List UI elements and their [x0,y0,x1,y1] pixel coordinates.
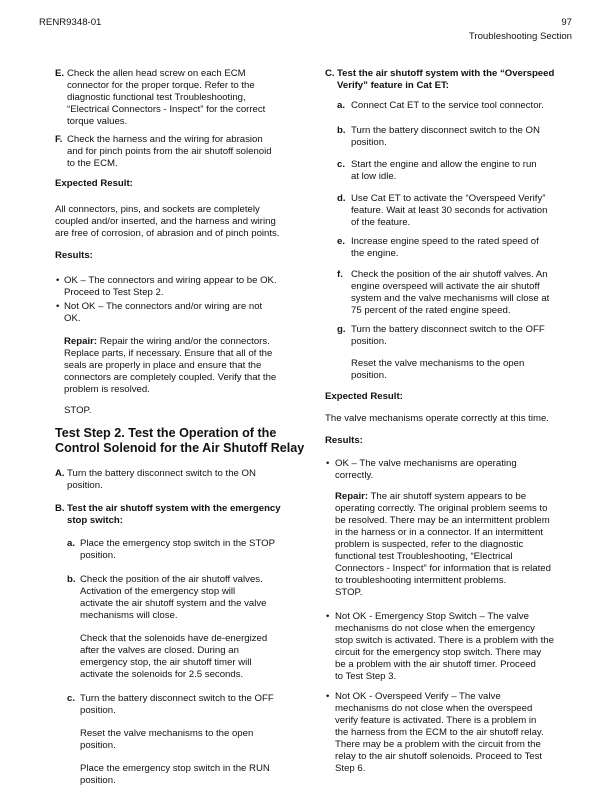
bullet-icon: • [56,301,60,312]
step-label-f: F. [55,134,63,145]
result-not-ok: Not OK – The connectors and/or wiring are not OK. [64,301,263,324]
c-substep-f-text: Check the position of the air shutoff valves. An engine overspeed will activate the air shutoff system and the valve mechanisms will close at 75 percent of the rated engine speed. [351,269,550,316]
bullet-icon: • [326,458,330,469]
test-step-heading: Test Step 2. Test the Operation of the Control Solenoid for the Air Shutoff Relay [55,426,305,455]
c-substep-a-text: Connect Cat ET to the service tool connector. [351,100,544,111]
stop-text: STOP. [64,405,92,416]
c-substep-label-f: f. [337,269,343,280]
substep-c-note-run: Place the emergency stop switch in the RUN position. [80,763,270,786]
repair-text: Repair the wiring and/or the connectors. Replace parts, if necessary. Ensure that all of the seals are properly in place and ensure that the connectors are completely coupled. Verify that the problem is resolved. [64,336,277,395]
document-id: RENR9348-01 [39,17,102,28]
stop-text: STOP. [335,587,363,598]
c-substep-label-e: e. [337,236,346,247]
step-e-text: Check the allen head screw on each ECM connector for the proper torque. Refer to the diagnostic functional test Troubleshooting, “Electrical Connectors - Inspect” for the correct torque values. [67,68,266,127]
c-substep-e-text: Increase engine speed to the rated speed of the engine. [351,236,539,259]
c-substep-d-text: Use Cat ET to activate the “Overspeed Verify” feature. Wait at least 30 seconds for activation of the feature. [351,193,548,228]
expected-result-text: The valve mechanisms operate correctly at this time. [325,413,549,424]
repair-paragraph [335,491,551,587]
substep-a-text: Place the emergency stop switch in the STOP position. [80,538,275,561]
substep-b-note: Check that the solenoids have de-energized after the valves are closed. During an emergency stop, the air shutoff timer will activate the solenoids for 2.5 seconds. [80,633,268,680]
step-c-text: Test the air shutoff system with the “Overspeed Verify” feature in Cat ET: [337,68,555,91]
repair-label: Repair: [64,336,98,347]
result-ok: OK – The connectors and wiring appear to be OK. Proceed to Test Step 2. [64,275,277,298]
c-substep-g-text: Turn the battery disconnect switch to the OFF position. [351,324,545,347]
step-a-text: Turn the battery disconnect switch to the ON position. [67,468,256,491]
c-substep-label-a: a. [337,100,346,111]
substep-c-note-reset: Reset the valve mechanisms to the open position. [80,728,254,751]
substep-label-c: c. [67,693,76,704]
bullet-icon: • [326,611,330,622]
page-number: 97 [561,17,572,28]
repair-paragraph [64,336,276,396]
repair-text: The air shutoff system appears to be operating correctly. The original problem seems to be resolved. There may be an intermittent problem in the harness or in a connector. If an intermittent problem is suspected, refer to the diagnostic functional test Troubleshooting, “Electrical Connectors - Inspect” for information that is related to troubleshooting intermittent problems. [335,491,551,586]
expected-result-text: All connectors, pins, and sockets are completely coupled and/or inserted, and the harness and wiring are free of corrosion, of abrasion and of pinch points. [55,204,280,239]
results-heading: Results: [325,435,363,446]
expected-result-heading: Expected Result: [325,391,403,402]
step-label-c: C. [325,68,335,79]
repair-label: Repair: [335,491,369,502]
substep-b-text: Check the position of the air shutoff valves. Activation of the emergency stop will activate the air shutoff system and the valve mechanisms will close. [80,574,267,621]
step-b-text: Test the air shutoff system with the emergency stop switch: [67,503,281,526]
step-label-b: B. [55,503,65,514]
c-substep-label-b: b. [337,125,346,136]
results-heading: Results: [55,250,93,261]
result-not-ok-emergency: Not OK - Emergency Stop Switch – The valve mechanisms do not close when the emergency stop switch is activated. There is a problem with the circuit for the emergency stop switch. There may be a problem with the air shutoff timer. Proceed to Test Step 3. [335,611,554,682]
substep-c-text: Turn the battery disconnect switch to the OFF position. [80,693,274,716]
c-substep-label-g: g. [337,324,346,335]
c-substep-label-c: c. [337,159,346,170]
bullet-icon: • [56,275,60,286]
step-label-e: E. [55,68,65,79]
expected-result-heading: Expected Result: [55,178,133,189]
substep-label-a: a. [67,538,76,549]
c-substep-c-text: Start the engine and allow the engine to run at low idle. [351,159,537,182]
result-ok: OK – The valve mechanisms are operating correctly. [335,458,517,481]
c-substep-g-note: Reset the valve mechanisms to the open position. [351,358,525,381]
result-not-ok-overspeed: Not OK - Overspeed Verify – The valve mechanisms do not close when the overspeed verify feature is activated. There is a problem in the harness from the ECM to the air shutoff relay. There may be a problem with the circuit from the relay to the air shutoff solenoids. Proceed to Test Step 6. [335,691,544,774]
bullet-icon: • [326,691,330,702]
step-f-text: Check the harness and the wiring for abrasion and for pinch points from the air shutoff solenoid to the ECM. [67,134,272,169]
c-substep-label-d: d. [337,193,346,204]
section-name: Troubleshooting Section [468,31,572,42]
c-substep-b-text: Turn the battery disconnect switch to the ON position. [351,125,540,148]
substep-label-b: b. [67,574,76,585]
step-label-a: A. [55,468,65,479]
